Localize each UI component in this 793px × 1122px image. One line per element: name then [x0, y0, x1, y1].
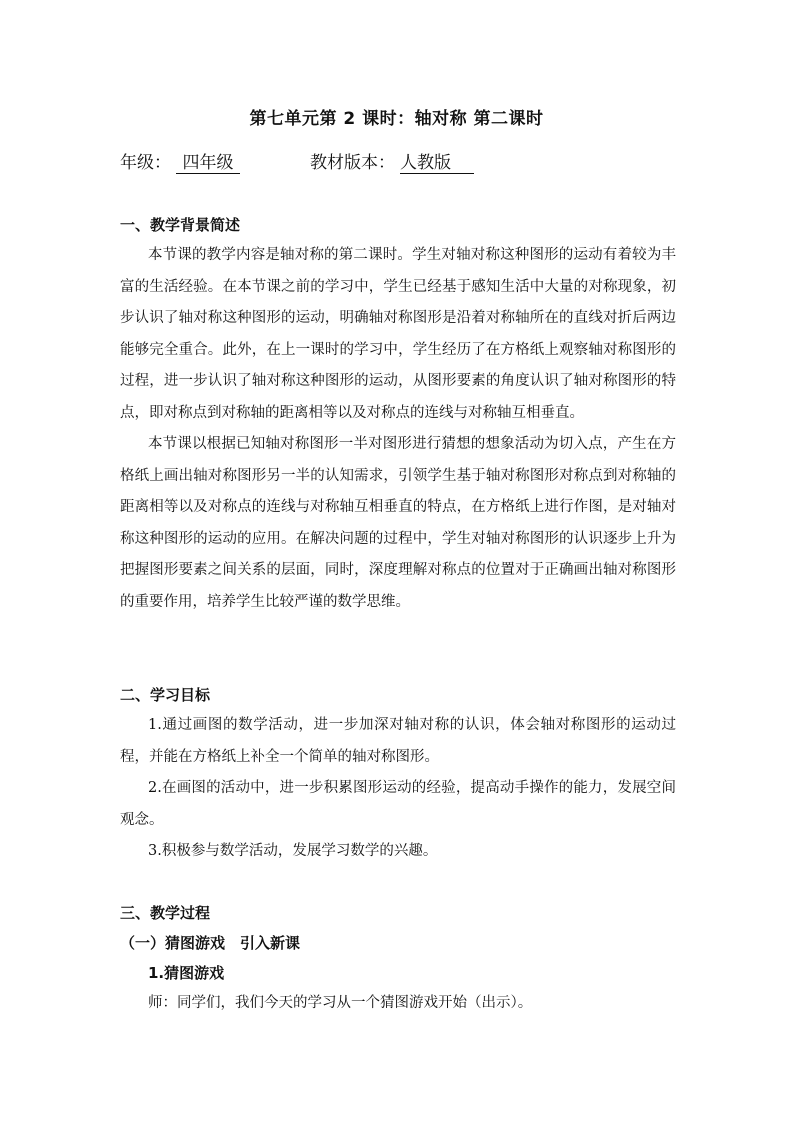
- goal-item: 3.积极参与数学活动，发展学习数学的兴趣。: [148, 843, 438, 859]
- step-heading: 1.猜图游戏: [148, 964, 225, 982]
- textbook-version-value: 人教版: [400, 148, 474, 174]
- meta-line: [120, 148, 680, 172]
- section-goals: [120, 680, 676, 868]
- section-background: [120, 210, 676, 618]
- section-heading: 三、教学过程: [120, 904, 211, 922]
- paragraph: 本节课的教学内容是轴对称的第二课时。学生对轴对称这种图形的运动有着较为丰富的生活经验。在本节课之前的学习中，学生已经基于感知生活中大量的对称现象，初步认识了轴对称这种图形的运动，明确轴对称图形是沿着对称轴所在的直线对折后两边能够完全重合。此外，在上一课时的学习中，学生经历了在方格纸上观察轴对称图形的过程，进一步认识了轴对称这种图形的运动，从图形要素的角度认识了轴对称图形的特点，即对称点到对称轴的距离相等以及对称点的连线与对称轴互相垂直。: [120, 247, 676, 421]
- page-title: 第七单元第 2 课时：轴对称 第二课时: [249, 109, 544, 129]
- paragraph: 师：同学们，我们今天的学习从一个猜图游戏开始（出示）。: [148, 995, 533, 1011]
- grade-label: 年级：: [120, 153, 171, 173]
- section-process: [120, 898, 676, 1020]
- goal-item: 1.通过画图的数学活动，进一步加深对轴对称的认识，体会轴对称图形的运动过程，并能在方格纸上补全一个简单的轴对称图形。: [120, 717, 676, 765]
- section-heading: 一、教学背景简述: [120, 216, 241, 234]
- goal-item: 2.在画图的活动中，进一步积累图形运动的经验，提高动手操作的能力，发展空间观念。: [120, 780, 676, 828]
- textbook-version-label: 教材版本：: [310, 153, 395, 173]
- grade-value: 四年级: [176, 148, 240, 174]
- section-heading: 二、学习目标: [120, 686, 211, 704]
- paragraph: 本节课以根据已知轴对称图形一半对图形进行猜想的想象活动为切入点，产生在方格纸上画出轴对称图形另一半的认知需求，引领学生基于轴对称图形对称点到对称轴的距离相等以及对称点的连线与对称轴互相垂直的特点，在方格纸上进行作图，是对轴对称这种图形的运动的应用。在解决问题的过程中，学生对轴对称图形的认识逐步上升为把握图形要素之间关系的层面，同时，深度理解对称点的位置对于正确画出轴对称图形的重要作用，培养学生比较严谨的数学思维。: [120, 436, 676, 610]
- subsection-heading: （一）猜图游戏 引入新课: [120, 934, 301, 952]
